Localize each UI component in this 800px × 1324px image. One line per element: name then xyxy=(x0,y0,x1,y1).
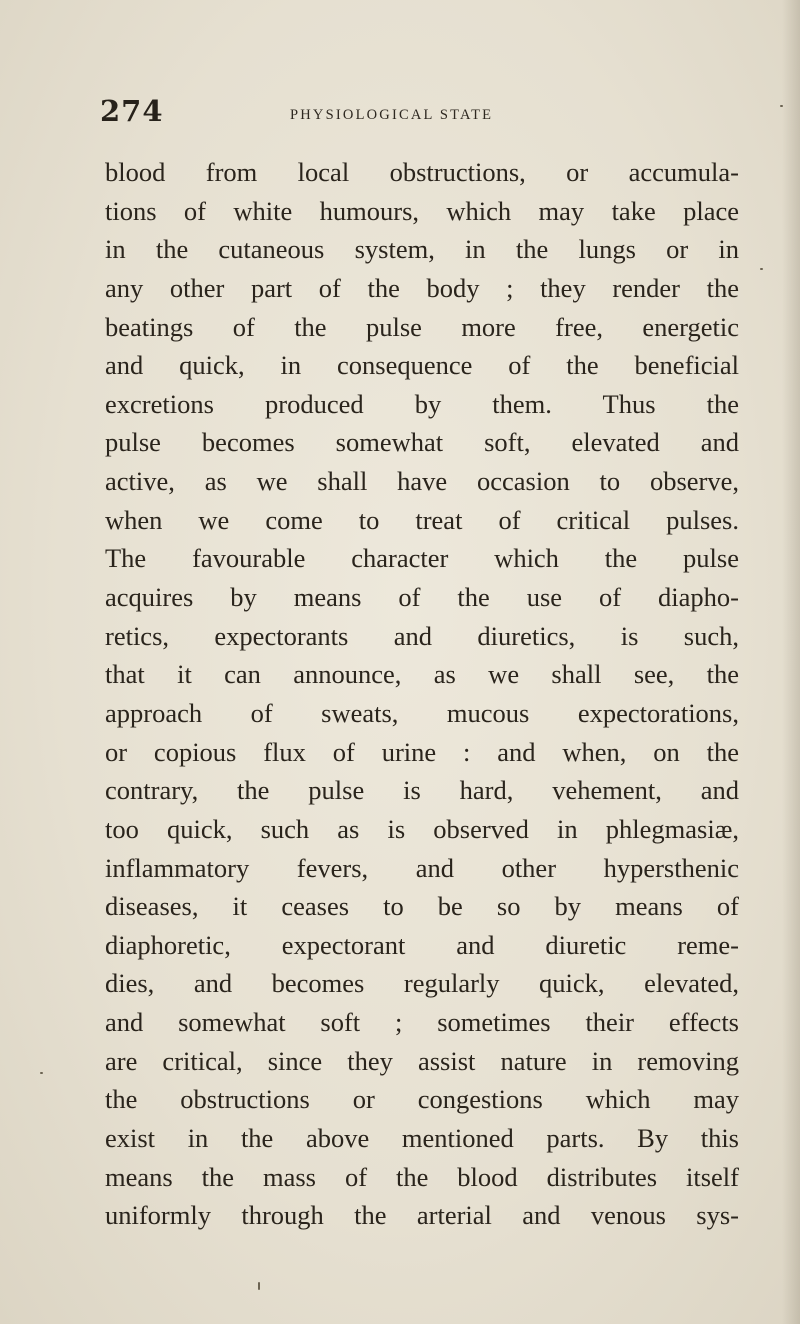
body-text xyxy=(105,153,739,1235)
text-line: approach of sweats, mucous expectorations, xyxy=(105,697,739,728)
paper-speck xyxy=(40,1072,43,1074)
text-line: are critical, since they assist nature in removing xyxy=(105,1045,739,1076)
text-line: means the mass of the blood distributes itself xyxy=(105,1161,739,1192)
text-line: in the cutaneous system, in the lungs or in xyxy=(105,234,739,265)
text-line: pulse becomes somewhat soft, elevated and xyxy=(105,427,739,458)
text-line: tions of white humours, which may take place xyxy=(105,195,739,226)
text-line: exist in the above mentioned parts. By this xyxy=(105,1123,739,1154)
running-head: PHYSIOLOGICAL STATE xyxy=(290,107,494,123)
text-line: and quick, in consequence of the beneficial xyxy=(105,350,739,381)
text-line: inflammatory fevers, and other hypersthenic xyxy=(105,852,739,883)
text-line: beatings of the pulse more free, energetic xyxy=(105,311,739,342)
text-line: excretions produced by them. Thus the xyxy=(105,388,739,419)
page-edge-shadow xyxy=(782,0,800,1324)
text-line: The favourable character which the pulse xyxy=(105,543,739,574)
text-line: diseases, it ceases to be so by means of xyxy=(105,891,739,922)
paper-speck xyxy=(760,268,763,270)
text-line: active, as we shall have occasion to observe, xyxy=(105,466,739,497)
text-line: blood from local obstructions, or accumula- xyxy=(105,157,739,187)
text-line: and somewhat soft ; sometimes their effects xyxy=(105,1007,739,1038)
page-header xyxy=(100,94,740,134)
text-line: dies, and becomes regularly quick, elevated, xyxy=(105,968,739,999)
paper-speck xyxy=(258,1282,260,1290)
text-line: acquires by means of the use of diapho- xyxy=(105,582,739,613)
text-line: diaphoretic, expectorant and diuretic reme- xyxy=(105,929,739,960)
text-line: any other part of the body ; they render the xyxy=(105,272,739,303)
text-line: uniformly through the arterial and venous sys- xyxy=(105,1200,739,1231)
text-line: the obstructions or congestions which may xyxy=(105,1084,739,1115)
text-line: or copious flux of urine : and when, on the xyxy=(105,736,739,767)
text-line: too quick, such as is observed in phlegmasiæ, xyxy=(105,813,739,844)
text-line: retics, expectorants and diuretics, is such, xyxy=(105,620,739,651)
page-number: 274 xyxy=(100,94,164,128)
paper-speck xyxy=(780,105,783,107)
text-line: when we come to treat of critical pulses. xyxy=(105,504,739,535)
text-line: contrary, the pulse is hard, vehement, and xyxy=(105,775,739,806)
text-line: that it can announce, as we shall see, the xyxy=(105,659,739,690)
